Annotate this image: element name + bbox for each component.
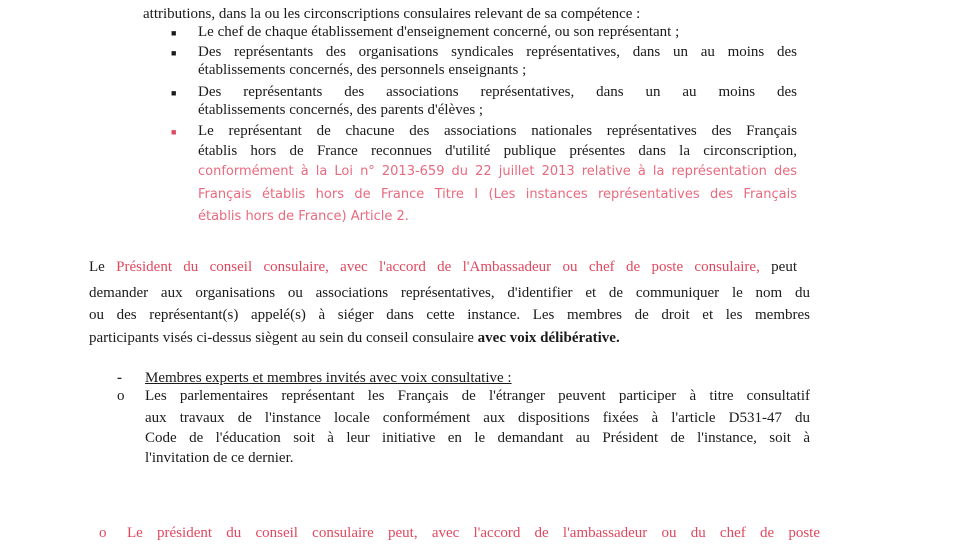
section-item-text: l'invitation de ce dernier. xyxy=(145,450,294,466)
paragraph-line: participants visés ci-dessus siègent au sein du conseil consulaire avec voix délibérative. xyxy=(89,330,620,346)
paragraph-line: Le Président du conseil consulaire, avec l'accord de l'Ambassadeur ou chef de poste consulaire, peut xyxy=(89,259,797,275)
paragraph-line: demander aux organisations ou associations représentatives, d'identifier et de communiquer le nom du xyxy=(89,285,810,301)
square-bullet-icon: ■ xyxy=(171,88,177,98)
square-bullet-icon: ■ xyxy=(171,127,177,137)
member-item-text: Le représentant de chacune des associations nationales représentatives des Français xyxy=(198,123,797,139)
president-highlight: Président du conseil consulaire, avec l'accord de l'Ambassadeur ou chef de poste consulaire, xyxy=(116,259,760,275)
section-item-text: aux travaux de l'instance locale conformément aux dispositions fixées à l'article D531-47 du xyxy=(145,410,810,426)
law-reference-note: établis hors de France) Article 2. xyxy=(198,209,409,224)
law-reference-note: Français établis hors de France Titre I (Les instances représentatives des Français xyxy=(198,187,797,202)
circle-bullet-icon: o xyxy=(117,388,125,404)
section-item-text: Les parlementaires représentant les Français de l'étranger peuvent participer à titre consultatif xyxy=(145,388,810,404)
law-reference-note: conformément à la Loi n° 2013-659 du 22 juillet 2013 relative à la représentation des xyxy=(198,164,797,179)
intro-line: attributions, dans la ou les circonscriptions consulaires relevant de sa compétence : xyxy=(143,6,641,22)
section-heading: Membres experts et membres invités avec voix consultative : xyxy=(145,370,512,386)
section-item-text: Code de l'éducation soit à leur initiative en le demandant au Président de l'instance, soit à xyxy=(145,430,810,446)
top-crop-edge xyxy=(0,0,980,2)
member-item-text: établissements concernés, des personnels enseignants ; xyxy=(198,62,527,78)
paragraph-line: ou des représentant(s) appelé(s) à siéger dans cette instance. Les membres de droit et les membres xyxy=(89,307,810,323)
circle-bullet-icon: o xyxy=(99,525,107,541)
deliberative-vote-emphasis: avec voix délibérative. xyxy=(477,330,620,346)
member-item-text: Des représentants des organisations syndicales représentatives, dans un au moins des xyxy=(198,44,797,60)
section-dash: - xyxy=(117,370,122,386)
square-bullet-icon: ■ xyxy=(171,28,177,38)
member-item-text: établissements concernés, des parents d'élèves ; xyxy=(198,102,484,118)
president-item-text: Le président du conseil consulaire peut, avec l'accord de l'ambassadeur ou du chef de poste xyxy=(127,525,820,541)
square-bullet-icon: ■ xyxy=(171,48,177,58)
member-item-text: établis hors de France reconnues d'utilité publique présentes dans la circonscription, xyxy=(198,143,797,159)
member-item-text: Le chef de chaque établissement d'enseignement concerné, ou son représentant ; xyxy=(198,24,680,40)
member-item-text: Des représentants des associations représentatives, dans un au moins des xyxy=(198,84,797,100)
